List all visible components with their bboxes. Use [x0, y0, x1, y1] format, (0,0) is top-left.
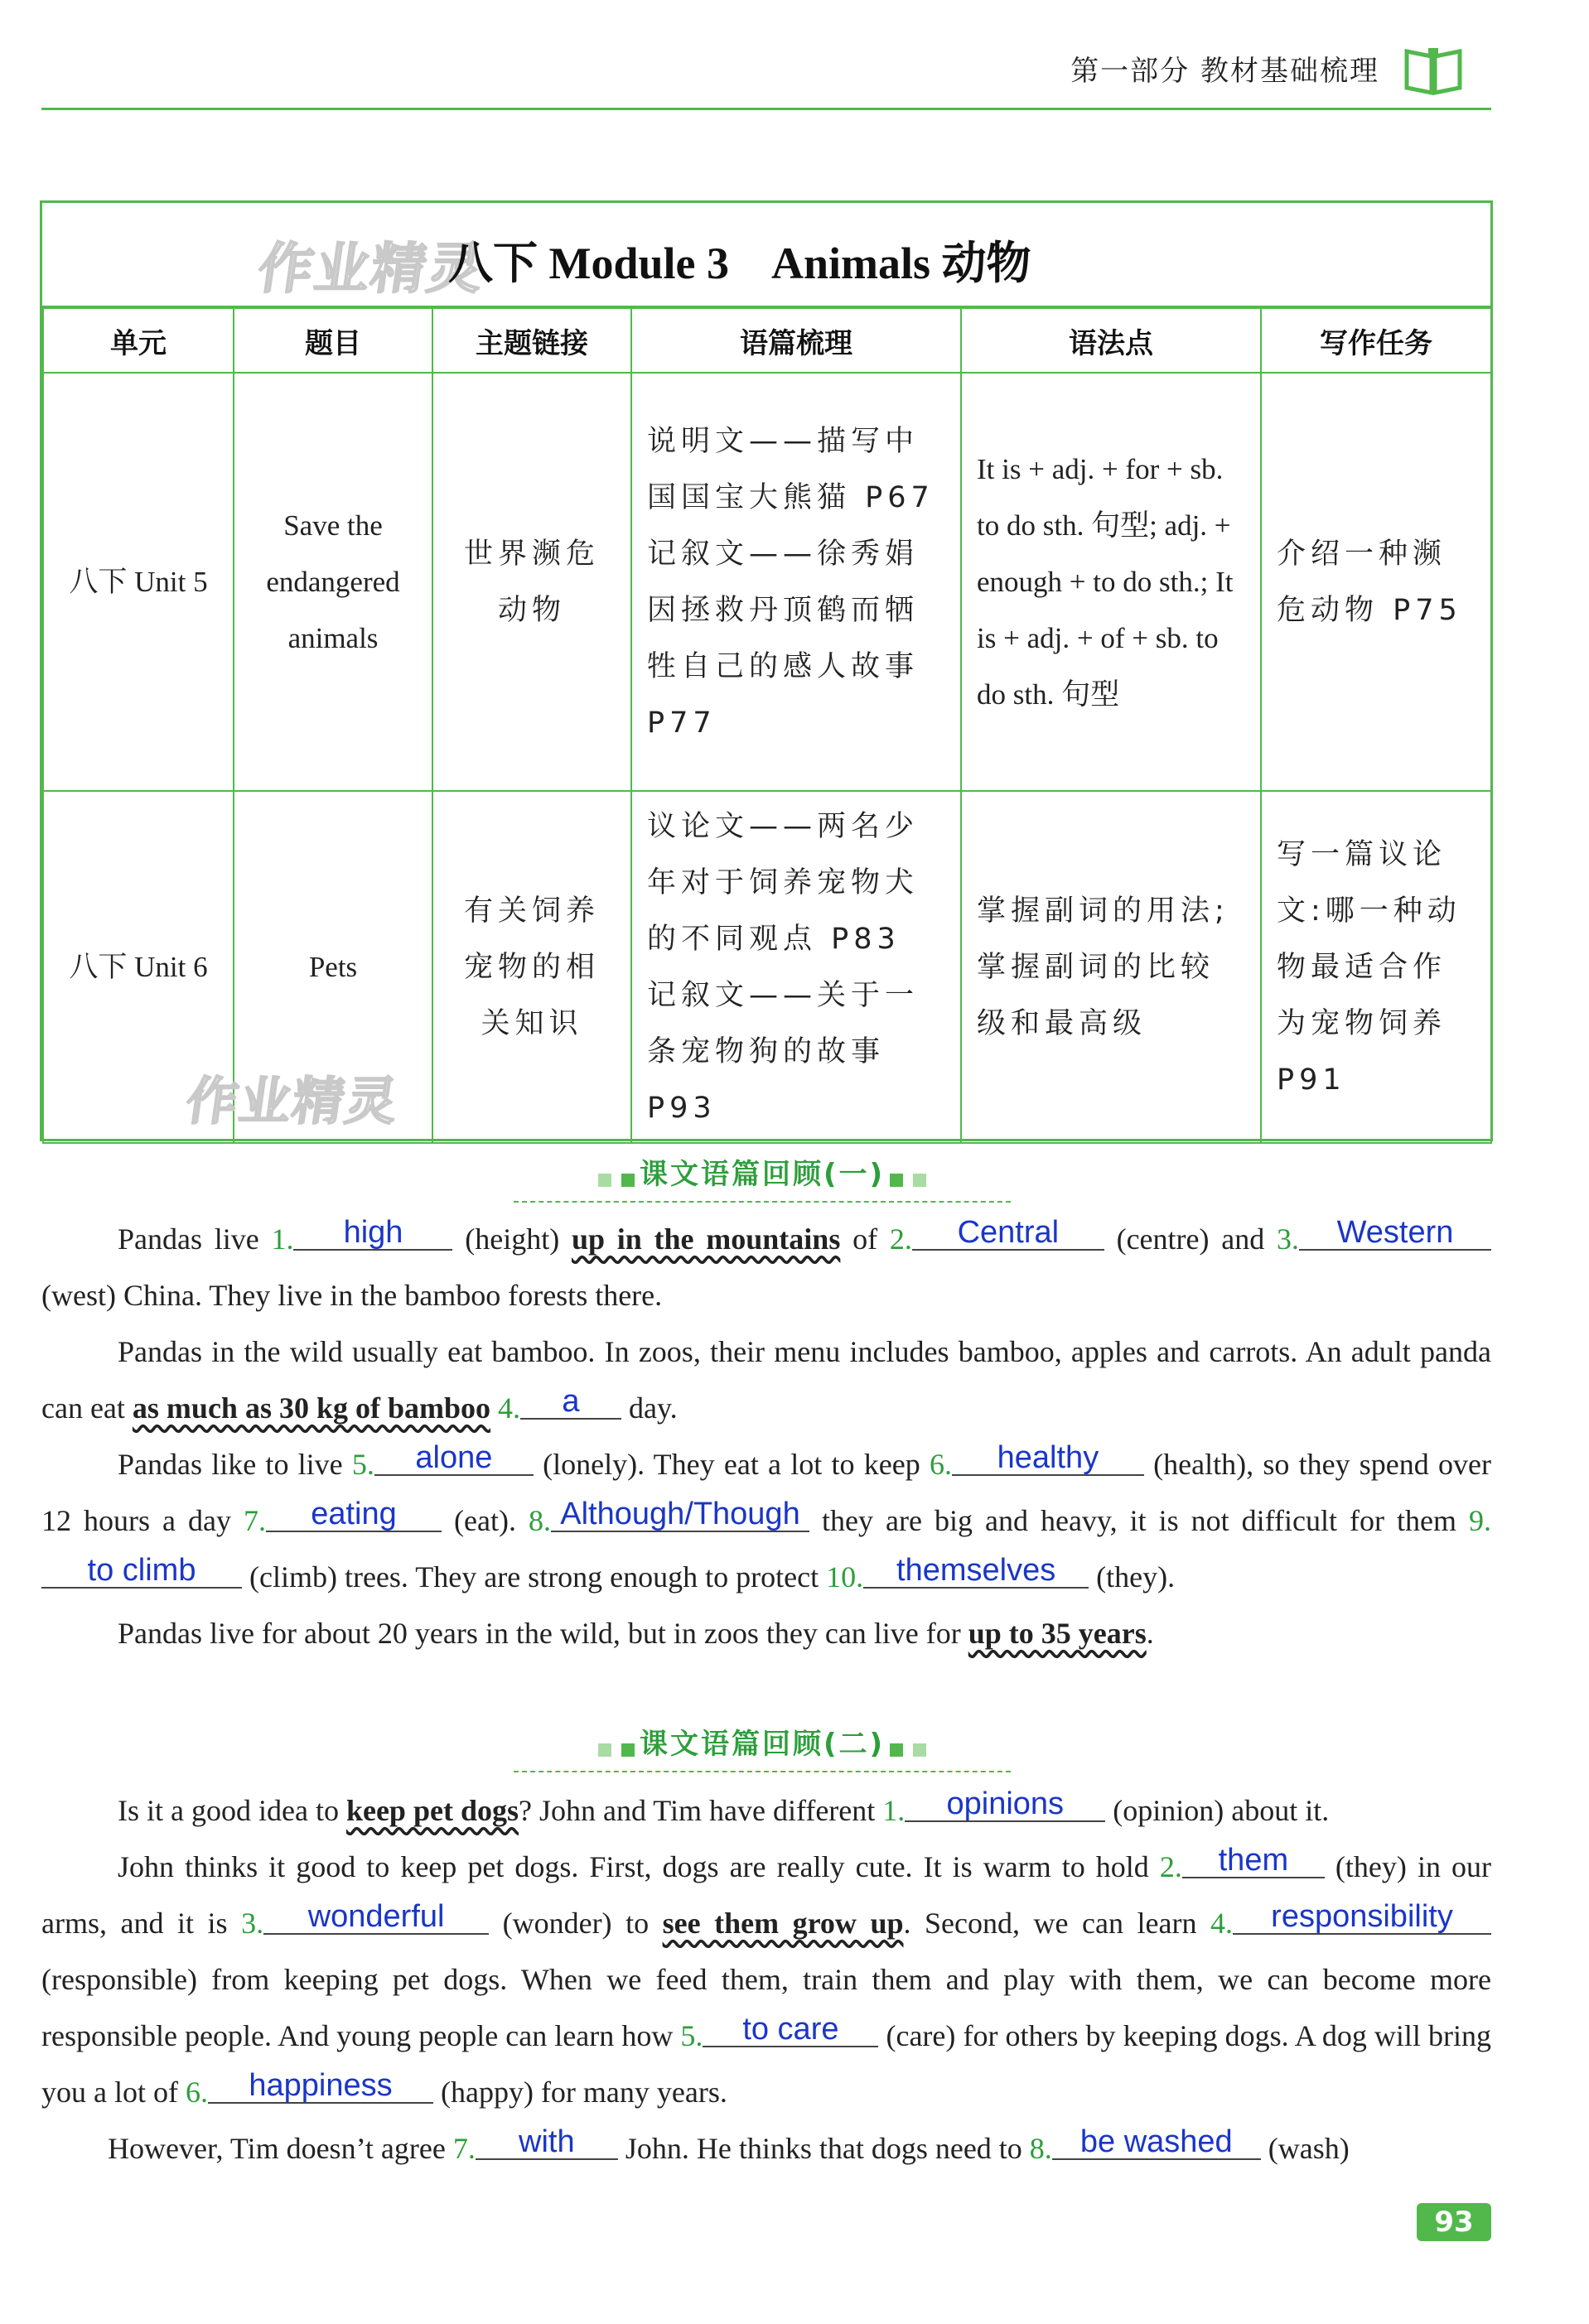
page-header — [41, 33, 1491, 110]
answer-blank: Although/Though — [551, 1497, 809, 1532]
cell-writing: 介绍一种濒危动物 P75 — [1261, 373, 1491, 791]
answer-blank: a — [520, 1385, 621, 1420]
answer-blank: responsibility — [1233, 1900, 1491, 1935]
section-banner-2 — [514, 1721, 1011, 1772]
answer-blank: themselves — [863, 1554, 1089, 1589]
col-header-writing: 写作任务 — [1261, 308, 1491, 373]
paragraph: Pandas live for about 20 years in the wild, but in zoos they can live for up to 35 years. — [118, 1617, 1154, 1650]
cell-discourse: 说明文——描写中国国宝大熊猫 P67 记叙文——徐秀娟因拯救丹顶鹤而牺牲自己的感人故事 P77 — [631, 373, 961, 791]
paragraph: Pandas live 1. high (height) up in the mountains of 2. Central (centre) and 3. Western (west) China. They live in the bamboo forests there. — [41, 1211, 1491, 1324]
watermark-logo: 作业精灵 — [182, 1071, 403, 1131]
header-title: 第一部分 教材基础梳理 — [1070, 55, 1379, 88]
answer-blank: Western — [1299, 1216, 1491, 1251]
cell-unit: 八下 Unit 6 — [43, 791, 234, 1143]
answer-blank: to care — [703, 2013, 878, 2047]
cell-topic: Save the endangered animals — [234, 373, 432, 791]
cell-topic: Pets — [234, 791, 432, 1143]
cell-grammar: 掌握副词的用法;掌握副词的比较级和最高级 — [961, 791, 1261, 1143]
cell-theme: 世界濒危动物 — [432, 373, 631, 791]
section-title: 课文语篇回顾(一) — [639, 1158, 886, 1191]
answer-blank: alone — [374, 1441, 534, 1476]
col-header-theme: 主题链接 — [432, 308, 631, 373]
answer-blank: healthy — [952, 1441, 1144, 1476]
col-header-grammar: 语法点 — [961, 308, 1261, 373]
answer-blank: wonderful — [263, 1900, 489, 1935]
cell-theme: 有关饲养宠物的相关知识 — [432, 791, 631, 1143]
table-row — [43, 373, 1491, 791]
paragraph: Is it a good idea to keep pet dogs? John and Tim have different 1. opinions (opinion) about it. — [118, 1786, 1330, 1827]
answer-blank: them — [1182, 1844, 1325, 1878]
passage-2 — [41, 1782, 1491, 2177]
answer-blank: eating — [266, 1497, 442, 1532]
paragraph: John thinks it good to keep pet dogs. First, dogs are really cute. It is warm to hold 2. them (they) in our arms, and it is 3. wonderful (wonder) to see them grow up. Second, we can learn 4. responsibility (responsible) from keeping pet dogs. When we feed them, train them and play with them, we can become more responsible people. And young people can learn how 5. to care (care) for others by keeping dogs. A dog will bring you a lot of 6. happiness (happy) for many years. — [41, 1843, 1491, 2109]
table-title-row — [42, 203, 1490, 307]
watermark-logo: 作业精灵 — [254, 237, 489, 301]
book-icon — [1400, 41, 1466, 99]
module-table — [40, 200, 1493, 1141]
answer-blank: be washed — [1052, 2125, 1261, 2160]
answer-blank: to climb — [41, 1554, 242, 1589]
answer-blank: happiness — [208, 2069, 433, 2104]
col-header-topic: 题目 — [234, 308, 432, 373]
answer-blank: high — [293, 1216, 452, 1251]
paragraph: However, Tim doesn’t agree 7. with John. He thinks that dogs need to 8. be washed (wash) — [108, 2124, 1350, 2165]
paragraph: Pandas like to live 5. alone (lonely). They eat a lot to keep 6. healthy (health), so they spend over 12 hours a day 7. eating (eat). 8. Although/Though they are big and heavy, it is not difficult for them 9.to climb (climb) trees. They are strong enough to protect 10. themselves (they). — [41, 1440, 1491, 1594]
cell-grammar: It is + adj. + for + sb. to do sth. 句型; adj. + enough + to do sth.; It is + adj. + of + sb. to do sth. 句型 — [961, 373, 1261, 791]
table-header-row — [43, 308, 1491, 373]
answer-blank: with — [476, 2125, 618, 2160]
cell-writing: 写一篇议论文:哪一种动物最适合作为宠物饲养 P91 — [1261, 791, 1491, 1143]
passage-1 — [41, 1211, 1491, 1661]
answer-blank: opinions — [905, 1787, 1105, 1822]
table-title: 八下 Module 3 Animals 动物 — [448, 239, 1031, 288]
section-banner-1 — [514, 1151, 1011, 1203]
col-header-discourse: 语篇梳理 — [631, 308, 961, 373]
cell-discourse: 议论文——两名少年对于饲养宠物犬的不同观点 P83 记叙文——关于一条宠物狗的故事 P93 — [631, 791, 961, 1143]
module-overview-table — [42, 307, 1492, 1144]
page-number: 93 — [1417, 2203, 1491, 2241]
answer-blank: Central — [912, 1216, 1104, 1251]
section-title: 课文语篇回顾(二) — [639, 1728, 886, 1761]
cell-unit: 八下 Unit 5 — [43, 373, 234, 791]
col-header-unit: 单元 — [43, 308, 234, 373]
paragraph: Pandas in the wild usually eat bamboo. In zoos, their menu includes bamboo, apples and carrots. An adult panda can eat as much as 30 kg of bamboo 4. a day. — [41, 1335, 1491, 1425]
